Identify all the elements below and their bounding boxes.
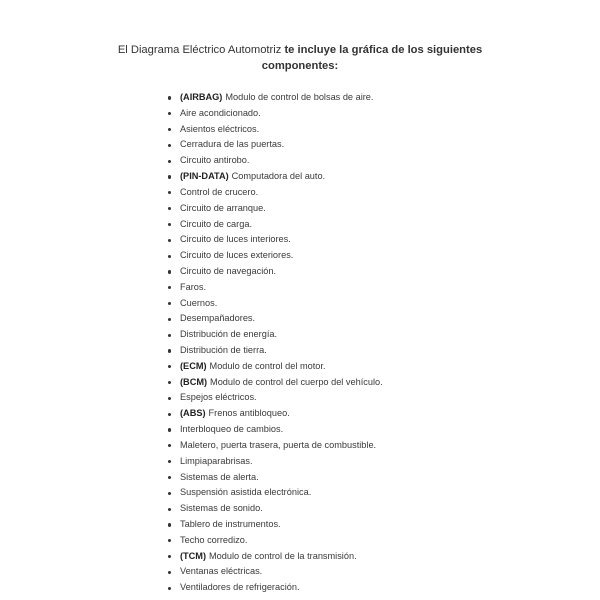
list-item xyxy=(168,201,383,217)
component-text: Interbloqueo de cambios. xyxy=(180,424,284,435)
bullet-icon xyxy=(168,587,171,590)
list-item xyxy=(168,296,383,312)
list-item xyxy=(168,248,383,264)
component-text: Asientos eléctricos. xyxy=(180,123,260,134)
heading-bold-part: te incluye la gráfica de los siguientes xyxy=(284,44,483,56)
list-item xyxy=(168,517,383,533)
bullet-icon xyxy=(168,160,171,163)
list-item xyxy=(168,185,383,201)
bullet-icon xyxy=(168,413,171,416)
component-text: Maletero, puerta trasera, puerta de combustible. xyxy=(180,439,377,450)
component-code: (TCM) xyxy=(180,550,207,561)
list-item xyxy=(168,501,383,517)
bullet-icon xyxy=(168,444,171,447)
list-item xyxy=(168,153,383,169)
bullet-icon xyxy=(168,334,171,337)
component-text: Distribución de tierra. xyxy=(180,345,267,355)
bullet-icon xyxy=(168,191,171,194)
bullet-icon xyxy=(168,381,171,384)
bullet-icon xyxy=(168,476,171,479)
component-code: (BCM) xyxy=(180,376,208,387)
list-item xyxy=(168,470,383,486)
component-text: Cuernos. xyxy=(180,297,218,308)
component-text: Modulo de control del cuerpo del vehículo. xyxy=(210,376,383,387)
bullet-icon xyxy=(168,397,171,400)
bullet-icon xyxy=(168,571,171,574)
heading-line-1 xyxy=(0,42,600,58)
bullet-icon xyxy=(168,523,171,526)
heading-intro: El Diagrama Eléctrico Automotriz xyxy=(117,44,282,56)
component-text: Frenos antibloqueo. xyxy=(208,408,290,419)
component-text: Modulo de control de la transmisión. xyxy=(209,550,357,561)
list-item xyxy=(168,280,383,296)
list-item xyxy=(168,422,383,438)
list-item xyxy=(168,390,383,406)
list-item xyxy=(168,454,383,470)
component-text: Ventiladores de refrigeración. xyxy=(180,582,300,593)
bullet-icon xyxy=(168,539,171,542)
bullet-icon xyxy=(168,286,171,289)
list-item xyxy=(168,406,383,422)
list-item xyxy=(168,438,383,454)
bullet-icon xyxy=(168,96,171,99)
component-text: Espejos eléctricos. xyxy=(180,392,257,403)
bullet-icon xyxy=(168,508,171,511)
list-item xyxy=(168,580,383,596)
list-item xyxy=(168,217,383,233)
list-item xyxy=(168,327,383,343)
component-text: Tablero de instrumentos. xyxy=(180,518,281,529)
bullet-icon xyxy=(168,144,171,147)
component-text: Faros. xyxy=(180,281,207,292)
bullet-icon xyxy=(168,555,171,558)
component-code: (PIN-DATA) xyxy=(180,171,229,182)
component-text: Circuito de arranque. xyxy=(180,202,266,213)
component-text: Desempañadores. xyxy=(180,313,256,324)
component-text: Ventanas eléctricas. xyxy=(180,566,263,577)
component-code: (ECM) xyxy=(180,360,207,371)
bullet-icon xyxy=(168,428,171,431)
list-item xyxy=(168,359,383,375)
component-text: Limpiaparabrisas. xyxy=(180,455,253,466)
list-item xyxy=(168,311,383,327)
component-text: Aire acondicionado. xyxy=(180,107,261,118)
bullet-icon xyxy=(168,492,171,495)
component-text: Distribución de energía. xyxy=(180,329,278,340)
bullet-icon xyxy=(168,175,171,178)
bullet-icon xyxy=(168,223,171,226)
list-item xyxy=(168,564,383,580)
bullet-icon xyxy=(168,112,171,115)
bullet-icon xyxy=(168,318,171,321)
bullet-icon xyxy=(168,349,171,352)
list-item xyxy=(168,106,383,122)
list-item xyxy=(168,264,383,280)
list-item xyxy=(168,137,383,153)
bullet-icon xyxy=(168,255,171,258)
component-text: Sistemas de alerta. xyxy=(180,471,259,482)
list-item xyxy=(168,343,383,359)
component-code: (ABS) xyxy=(180,408,206,419)
component-text: Techo corredizo. xyxy=(180,534,248,545)
list-item xyxy=(168,232,383,248)
list-item xyxy=(168,122,383,138)
component-text: Circuito antirobo. xyxy=(180,155,250,166)
bullet-icon xyxy=(168,239,171,242)
bullet-icon xyxy=(168,270,171,273)
bullet-icon xyxy=(168,128,171,131)
bullet-icon xyxy=(168,207,171,210)
component-text: Computadora del auto. xyxy=(231,171,326,182)
component-text: Circuito de luces interiores. xyxy=(180,234,291,245)
component-text: Control de crucero. xyxy=(180,186,259,197)
list-item xyxy=(168,169,383,185)
heading-line-2: componentes: xyxy=(261,60,339,72)
bullet-icon xyxy=(168,460,171,463)
component-text: Modulo de control de bolsas de aire. xyxy=(225,92,374,102)
list-item xyxy=(168,485,383,501)
list-item xyxy=(168,375,383,391)
component-code: (AIRBAG) xyxy=(180,92,223,102)
component-text: Modulo de control del motor. xyxy=(209,360,326,371)
component-text: Circuito de navegación. xyxy=(180,265,277,276)
bullet-icon xyxy=(168,365,171,368)
bullet-icon xyxy=(168,302,171,305)
component-text: Suspensión asistida electrónica. xyxy=(180,487,312,498)
component-text: Cerradura de las puertas. xyxy=(180,139,285,150)
page-heading xyxy=(0,42,600,74)
component-text: Sistemas de sonido. xyxy=(180,503,263,514)
component-text: Circuito de luces exteriores. xyxy=(180,250,294,261)
component-text: Circuito de carga. xyxy=(180,218,253,229)
list-item xyxy=(168,549,383,565)
list-item xyxy=(168,533,383,549)
list-item xyxy=(168,90,383,106)
component-list xyxy=(168,90,383,596)
